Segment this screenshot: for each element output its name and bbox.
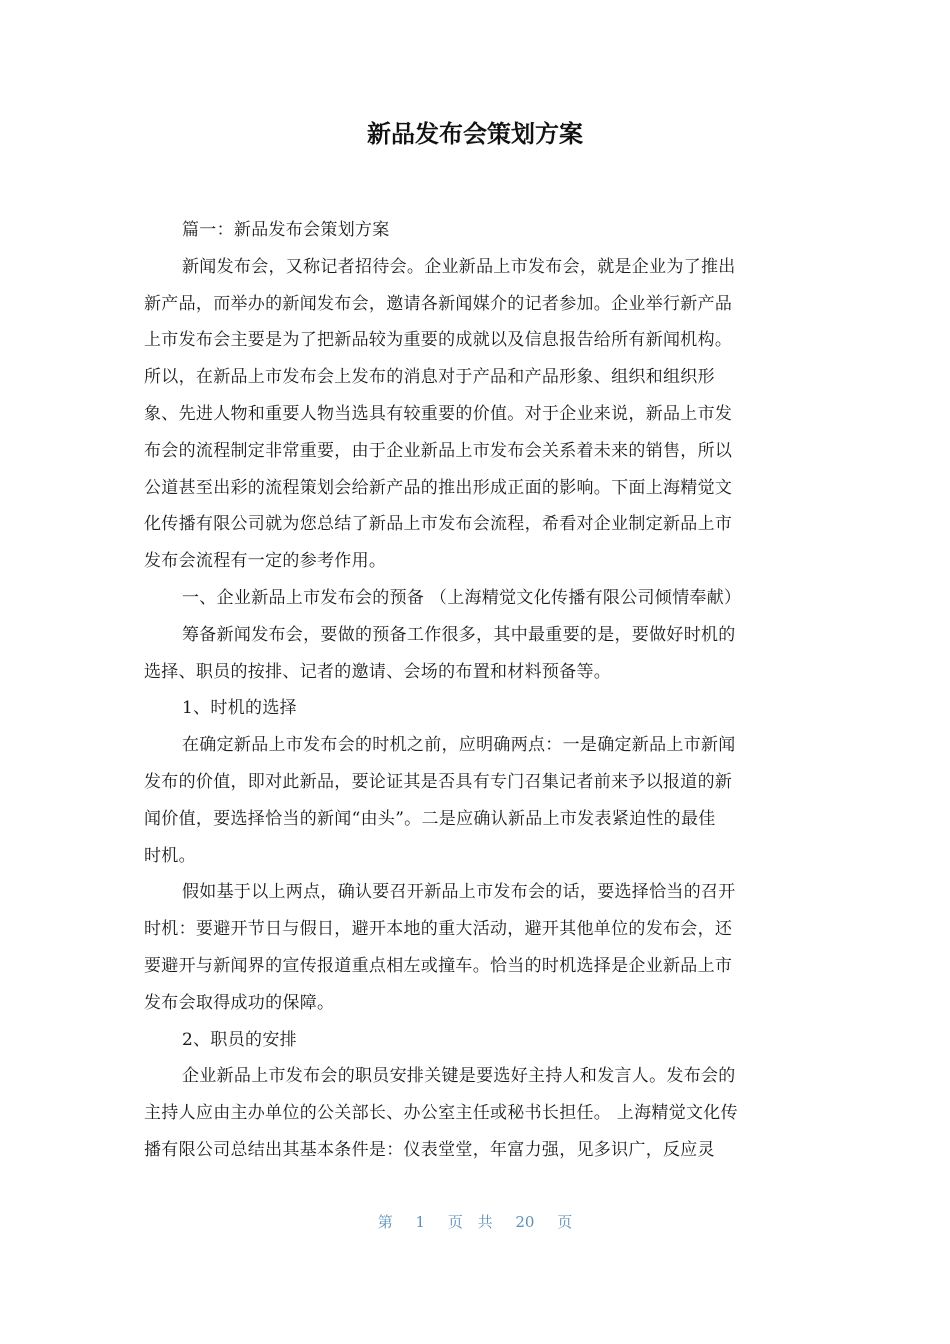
body-line: 2、职员的安排 [182,1029,297,1050]
body-line: 布会的流程制定非常重要，由于企业新品上市发布会关系着未来的销售，所以 [144,440,733,461]
body-line: 闻价值，要选择恰当的新闻“由头”。二是应确认新品上市发表紧迫性的最佳 [144,808,716,829]
body-line: 选择、职员的按排、记者的邀请、会场的布置和材料预备等。 [144,661,612,682]
body-line: 公道甚至出彩的流程策划会给新产品的推出形成正面的影响。下面上海精觉文 [144,477,733,498]
page-footer [0,1210,950,1234]
body-line: 篇一：新品发布会策划方案 [182,220,390,240]
body-line: 1、时机的选择 [182,698,297,719]
body-line: 播有限公司总结出其基本条件是：仪表堂堂，年富力强，见多识广，反应灵 [144,1139,715,1160]
body-line: 发布会取得成功的保障。 [144,992,335,1013]
body-line: 时机：要避开节日与假日，避开本地的重大活动，避开其他单位的发布会，还 [144,919,733,940]
body-line: 主持人应由主办单位的公关部长、办公室主任或秘书长担任。 上海精觉文化传 [144,1103,738,1124]
body-line: 新闻发布会，又称记者招待会。企业新品上市发布会，就是企业为了推出 [182,256,736,277]
body-line: 一、企业新品上市发布会的预备 （上海精觉文化传播有限公司倾情奉献） [182,587,742,608]
footer-suffix: 页 [557,1213,573,1231]
footer-total-pages: 20 [515,1213,535,1231]
body-line: 化传播有限公司就为您总结了新品上市发布会流程，希看对企业制定新品上市 [144,514,733,535]
document-body [144,212,806,1169]
body-line: 上市发布会主要是为了把新品较为重要的成就以及信息报告给所有新闻机构。 [144,330,733,351]
body-line: 企业新品上市发布会的职员安排关键是要选好主持人和发言人。发布会的 [182,1066,736,1087]
body-line: 要避开与新闻界的宣传报道重点相左或撞车。恰当的时机选择是企业新品上市 [144,955,733,976]
body-line: 新产品，而举办的新闻发布会，邀请各新闻媒介的记者参加。企业举行新产品 [144,293,733,314]
body-line: 发布的价值，即对此新品，要论证其是否具有专门召集记者前来予以报道的新 [144,771,733,792]
footer-prefix: 第 [377,1213,393,1231]
body-line: 时机。 [144,845,196,866]
body-line: 所以，在新品上市发布会上发布的消息对于产品和产品形象、组织和组织形 [144,367,715,388]
body-line: 筹备新闻发布会，要做的预备工作很多，其中最重要的是，要做好时机的 [182,624,736,645]
footer-middle: 页 共 [447,1213,493,1231]
body-line: 在确定新品上市发布会的时机之前，应明确两点：一是确定新品上市新闻 [182,735,736,756]
document-title: 新品发布会策划方案 [367,120,583,148]
body-line: 假如基于以上两点，确认要召开新品上市发布会的话，要选择恰当的召开 [182,882,736,903]
body-line: 象、先进人物和重要人物当选具有较重要的价值。对于企业来说，新品上市发 [144,403,733,424]
footer-page-number: 1 [415,1213,426,1231]
body-line: 发布会流程有一定的参考作用。 [144,551,387,572]
